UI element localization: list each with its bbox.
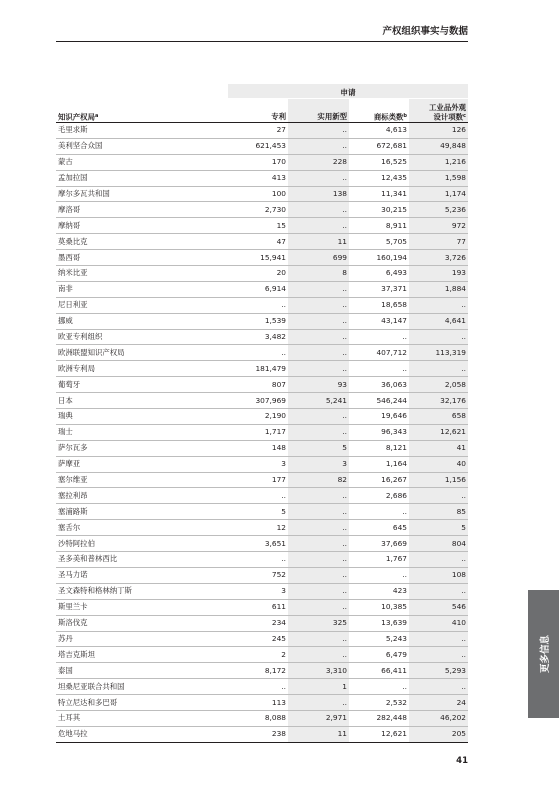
utility-models-value: .. (288, 345, 349, 361)
table-row (56, 663, 468, 679)
patents-value: .. (228, 488, 288, 504)
utility-models-value: .. (288, 695, 349, 711)
utility-models-value: 5 (288, 440, 349, 456)
table-row (56, 170, 468, 186)
trademarks-value: 10,385 (349, 599, 409, 615)
table-row (56, 615, 468, 631)
designs-value: 24 (409, 695, 468, 711)
designs-value: .. (409, 552, 468, 568)
office-name: 纳米比亚 (56, 266, 228, 282)
utility-models-value: 82 (288, 472, 349, 488)
patents-value: 15 (228, 218, 288, 234)
designs-value: .. (409, 488, 468, 504)
table-row (56, 567, 468, 583)
office-name: 孟加拉国 (56, 170, 228, 186)
patents-value: 2 (228, 647, 288, 663)
utility-models-value: .. (288, 170, 349, 186)
trademarks-value: 16,525 (349, 154, 409, 170)
designs-value: 658 (409, 409, 468, 425)
patents-value: 170 (228, 154, 288, 170)
patents-value: 15,941 (228, 250, 288, 266)
table-row (56, 424, 468, 440)
patents-value: 100 (228, 186, 288, 202)
patents-value: 611 (228, 599, 288, 615)
utility-models-value: .. (288, 631, 349, 647)
table-row (56, 345, 468, 361)
designs-value: 5,236 (409, 202, 468, 218)
designs-value: 1,216 (409, 154, 468, 170)
trademarks-value: 12,435 (349, 170, 409, 186)
utility-models-value: .. (288, 123, 349, 139)
office-name: 斯洛伐克 (56, 615, 228, 631)
utility-models-value: .. (288, 281, 349, 297)
utility-models-value: 1 (288, 679, 349, 695)
designs-value: 41 (409, 440, 468, 456)
ip-applications-table (56, 99, 468, 743)
trademarks-value: 13,639 (349, 615, 409, 631)
trademarks-value: 6,493 (349, 266, 409, 282)
header-rule (56, 41, 468, 42)
designs-value: 193 (409, 266, 468, 282)
utility-models-value: .. (288, 536, 349, 552)
patents-value: 3,482 (228, 329, 288, 345)
table-row (56, 250, 468, 266)
office-name: 坦桑尼亚联合共和国 (56, 679, 228, 695)
trademarks-value: 2,686 (349, 488, 409, 504)
table-row (56, 393, 468, 409)
trademarks-value: 43,147 (349, 313, 409, 329)
utility-models-value: 11 (288, 726, 349, 742)
office-name: 欧亚专利组织 (56, 329, 228, 345)
patents-value: 20 (228, 266, 288, 282)
designs-value: 1,156 (409, 472, 468, 488)
trademarks-value: 423 (349, 583, 409, 599)
patents-value: 3 (228, 583, 288, 599)
utility-models-value: 93 (288, 377, 349, 393)
trademarks-value: 8,121 (349, 440, 409, 456)
utility-models-value: 325 (288, 615, 349, 631)
designs-value: 5,293 (409, 663, 468, 679)
office-name: 圣马力诺 (56, 567, 228, 583)
designs-value: 108 (409, 567, 468, 583)
patents-value: 245 (228, 631, 288, 647)
table-row (56, 281, 468, 297)
office-name: 特立尼达和多巴哥 (56, 695, 228, 711)
column-header-designs: 工业品外观 设计项数$^c$ (409, 99, 468, 123)
trademarks-value: 66,411 (349, 663, 409, 679)
utility-models-value: .. (288, 297, 349, 313)
office-name: 摩尔多瓦共和国 (56, 186, 228, 202)
utility-models-value: .. (288, 552, 349, 568)
trademarks-value: .. (349, 504, 409, 520)
designs-value: 1,598 (409, 170, 468, 186)
patents-value: 5 (228, 504, 288, 520)
office-name: 挪威 (56, 313, 228, 329)
designs-value: 1,174 (409, 186, 468, 202)
table-row (56, 695, 468, 711)
utility-models-value: .. (288, 361, 349, 377)
patents-value: 47 (228, 234, 288, 250)
table-row (56, 123, 468, 139)
patents-value: 238 (228, 726, 288, 742)
office-name: 美利坚合众国 (56, 138, 228, 154)
office-name: 斯里兰卡 (56, 599, 228, 615)
designs-value: .. (409, 361, 468, 377)
designs-value: 113,319 (409, 345, 468, 361)
patents-value: 807 (228, 377, 288, 393)
table-row (56, 552, 468, 568)
trademarks-value: 8,911 (349, 218, 409, 234)
designs-value: 2,058 (409, 377, 468, 393)
designs-value: .. (409, 647, 468, 663)
utility-models-value: .. (288, 647, 349, 663)
trademarks-value: 19,646 (349, 409, 409, 425)
table-row (56, 488, 468, 504)
trademarks-value: .. (349, 361, 409, 377)
table-row (56, 599, 468, 615)
office-name: 毛里求斯 (56, 123, 228, 139)
table-row (56, 631, 468, 647)
trademarks-value: 5,243 (349, 631, 409, 647)
utility-models-value: 699 (288, 250, 349, 266)
trademarks-value: 1,767 (349, 552, 409, 568)
utility-models-value: .. (288, 567, 349, 583)
trademarks-value: 37,371 (349, 281, 409, 297)
office-name: 圣文森特和格林纳丁斯 (56, 583, 228, 599)
patents-value: .. (228, 679, 288, 695)
patents-value: 2,190 (228, 409, 288, 425)
utility-models-value: .. (288, 138, 349, 154)
table-row (56, 154, 468, 170)
designs-value: 49,848 (409, 138, 468, 154)
patents-value: 177 (228, 472, 288, 488)
patents-value: 27 (228, 123, 288, 139)
column-header-trademarks: 商标类数$^b$ (349, 99, 409, 123)
trademarks-value: .. (349, 329, 409, 345)
office-name: 欧洲联盟知识产权局 (56, 345, 228, 361)
office-name: 摩洛哥 (56, 202, 228, 218)
office-name: 土耳其 (56, 710, 228, 726)
trademarks-value: 11,341 (349, 186, 409, 202)
trademarks-value: .. (349, 679, 409, 695)
patents-value: 8,088 (228, 710, 288, 726)
utility-models-value: .. (288, 583, 349, 599)
table-row (56, 726, 468, 742)
office-name: 摩纳哥 (56, 218, 228, 234)
designs-value: 972 (409, 218, 468, 234)
designs-value: .. (409, 329, 468, 345)
designs-value: 126 (409, 123, 468, 139)
trademarks-value: 282,448 (349, 710, 409, 726)
table-row (56, 361, 468, 377)
designs-value: 40 (409, 456, 468, 472)
trademarks-value: 672,681 (349, 138, 409, 154)
trademarks-value: 4,613 (349, 123, 409, 139)
designs-value: 32,176 (409, 393, 468, 409)
office-name: 萨尔瓦多 (56, 440, 228, 456)
patents-value: 307,969 (228, 393, 288, 409)
office-name: 尼日利亚 (56, 297, 228, 313)
table-row (56, 710, 468, 726)
designs-value: 1,884 (409, 281, 468, 297)
patents-value: 12 (228, 520, 288, 536)
table-row (56, 536, 468, 552)
designs-value: 3,726 (409, 250, 468, 266)
trademarks-value: 16,267 (349, 472, 409, 488)
utility-models-value: 3,310 (288, 663, 349, 679)
table-row (56, 472, 468, 488)
designs-value: 85 (409, 504, 468, 520)
table-row (56, 647, 468, 663)
designs-value: 205 (409, 726, 468, 742)
utility-models-value: 138 (288, 186, 349, 202)
utility-models-value: 8 (288, 266, 349, 282)
table-row (56, 234, 468, 250)
office-name: 沙特阿拉伯 (56, 536, 228, 552)
side-tab-label: 更多信息 (539, 634, 551, 674)
table-row (56, 440, 468, 456)
utility-models-value: .. (288, 488, 349, 504)
office-name: 苏丹 (56, 631, 228, 647)
office-name: 南非 (56, 281, 228, 297)
trademarks-value: 96,343 (349, 424, 409, 440)
table-row (56, 377, 468, 393)
patents-value: 6,914 (228, 281, 288, 297)
patents-value: 413 (228, 170, 288, 186)
table-row (56, 313, 468, 329)
office-name: 瑞典 (56, 409, 228, 425)
table-row (56, 504, 468, 520)
utility-models-value: .. (288, 424, 349, 440)
utility-models-value: 11 (288, 234, 349, 250)
designs-value: .. (409, 297, 468, 313)
patents-value: 3 (228, 456, 288, 472)
column-header-office: 知识产权局$^a$ (56, 99, 228, 123)
trademarks-value: 546,244 (349, 393, 409, 409)
utility-models-value: .. (288, 599, 349, 615)
trademarks-value: 12,621 (349, 726, 409, 742)
trademarks-value: 6,479 (349, 647, 409, 663)
running-title: 产权组织事实与数据 (382, 26, 468, 37)
designs-value: .. (409, 631, 468, 647)
utility-models-value: .. (288, 202, 349, 218)
patents-value: 621,453 (228, 138, 288, 154)
designs-value: 46,202 (409, 710, 468, 726)
trademarks-value: 18,658 (349, 297, 409, 313)
designs-value: 410 (409, 615, 468, 631)
table-row (56, 456, 468, 472)
designs-value: 804 (409, 536, 468, 552)
table-row (56, 202, 468, 218)
group-header-applications: 申请 (340, 88, 356, 97)
office-name: 萨摩亚 (56, 456, 228, 472)
trademarks-value: 30,215 (349, 202, 409, 218)
utility-models-value: .. (288, 520, 349, 536)
office-name: 蒙古 (56, 154, 228, 170)
table-row (56, 409, 468, 425)
table-header-row (56, 99, 468, 123)
trademarks-value: 37,669 (349, 536, 409, 552)
patents-value: 752 (228, 567, 288, 583)
table-row (56, 297, 468, 313)
column-header-utility-models: 实用新型 (288, 99, 349, 123)
table-row (56, 679, 468, 695)
patents-value: 113 (228, 695, 288, 711)
designs-value: 546 (409, 599, 468, 615)
side-tab-more-info (528, 590, 559, 718)
trademarks-value: 5,705 (349, 234, 409, 250)
patents-value: 8,172 (228, 663, 288, 679)
patents-value: 1,717 (228, 424, 288, 440)
patents-value: 148 (228, 440, 288, 456)
office-name: 塞浦路斯 (56, 504, 228, 520)
page-number: 41 (456, 756, 468, 766)
patents-value: 234 (228, 615, 288, 631)
patents-value: .. (228, 552, 288, 568)
designs-value: .. (409, 583, 468, 599)
office-name: 日本 (56, 393, 228, 409)
designs-value: .. (409, 679, 468, 695)
table-row (56, 186, 468, 202)
table-body (56, 123, 468, 743)
office-name: 塞舌尔 (56, 520, 228, 536)
trademarks-value: 160,194 (349, 250, 409, 266)
trademarks-value: 2,532 (349, 695, 409, 711)
utility-models-value: 2,971 (288, 710, 349, 726)
designs-value: 4,641 (409, 313, 468, 329)
designs-value: 77 (409, 234, 468, 250)
table-row (56, 583, 468, 599)
office-name: 塞尔维亚 (56, 472, 228, 488)
utility-models-value: .. (288, 313, 349, 329)
trademarks-value: 407,712 (349, 345, 409, 361)
patents-value: 3,651 (228, 536, 288, 552)
designs-value: 5 (409, 520, 468, 536)
patents-value: .. (228, 345, 288, 361)
table-row (56, 520, 468, 536)
office-name: 塞拉利昂 (56, 488, 228, 504)
utility-models-value: 5,241 (288, 393, 349, 409)
office-name: 塔吉克斯坦 (56, 647, 228, 663)
patents-value: 1,539 (228, 313, 288, 329)
office-name: 欧洲专利局 (56, 361, 228, 377)
utility-models-value: .. (288, 409, 349, 425)
patents-value: 181,479 (228, 361, 288, 377)
trademarks-value: 1,164 (349, 456, 409, 472)
trademarks-value: 36,063 (349, 377, 409, 393)
office-name: 圣多美和普林西比 (56, 552, 228, 568)
office-name: 危地马拉 (56, 726, 228, 742)
office-name: 瑞士 (56, 424, 228, 440)
patents-value: .. (228, 297, 288, 313)
utility-models-value: .. (288, 329, 349, 345)
office-name: 墨西哥 (56, 250, 228, 266)
patents-value: 2,730 (228, 202, 288, 218)
table-row (56, 266, 468, 282)
utility-models-value: .. (288, 504, 349, 520)
utility-models-value: 3 (288, 456, 349, 472)
office-name: 莫桑比克 (56, 234, 228, 250)
utility-models-value: 228 (288, 154, 349, 170)
trademarks-value: .. (349, 567, 409, 583)
table-row (56, 218, 468, 234)
table-row (56, 138, 468, 154)
trademarks-value: 645 (349, 520, 409, 536)
utility-models-value: .. (288, 218, 349, 234)
office-name: 泰国 (56, 663, 228, 679)
office-name: 葡萄牙 (56, 377, 228, 393)
table-row (56, 329, 468, 345)
column-header-patents: 专利 (228, 99, 288, 123)
designs-value: 12,621 (409, 424, 468, 440)
